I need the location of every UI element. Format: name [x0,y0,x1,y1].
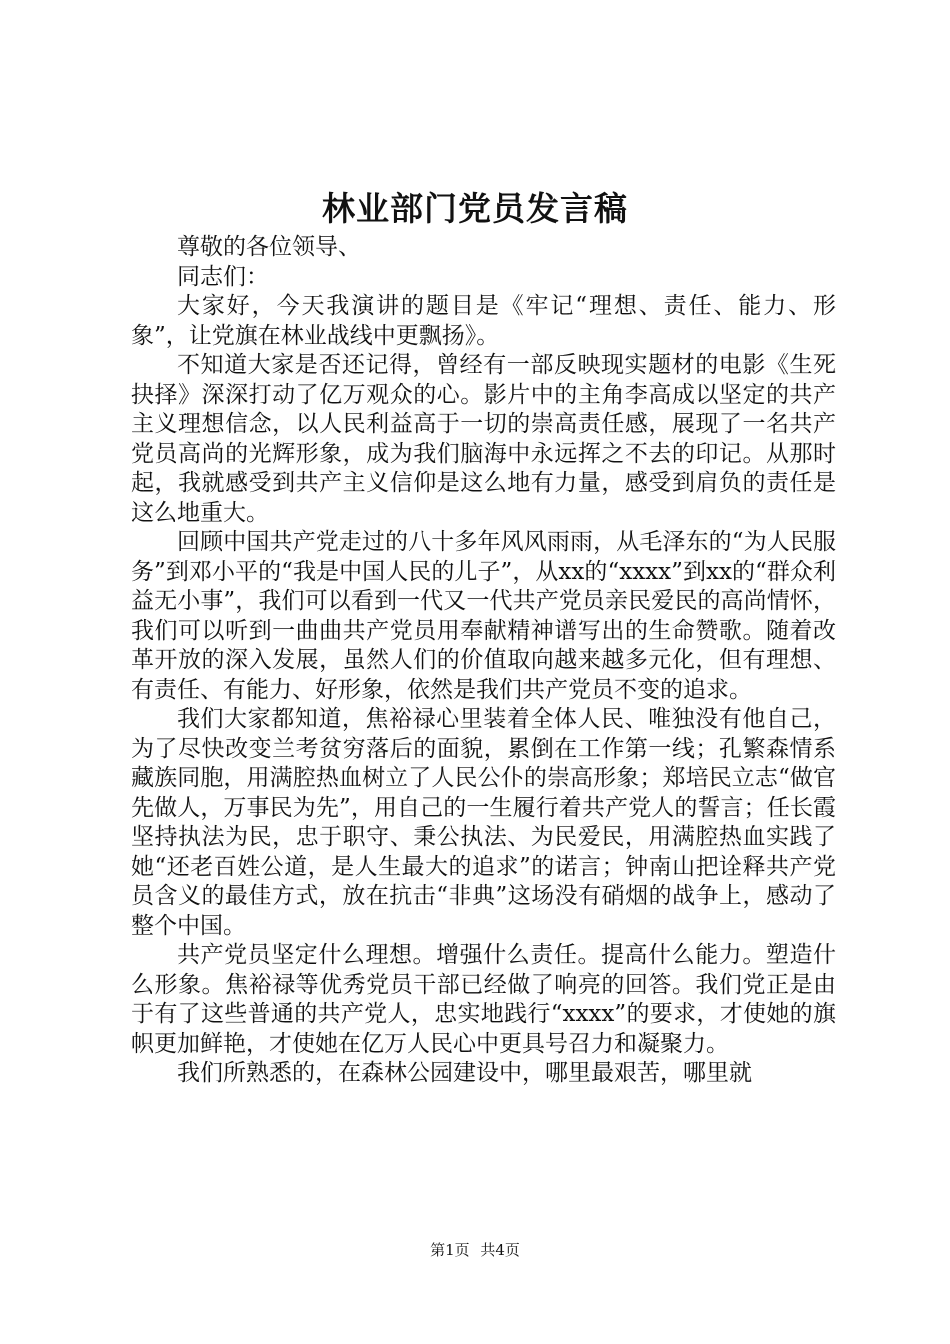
document-title: 林业部门党员发言稿 [322,189,628,228]
page-footer [0,1240,950,1260]
paragraph-intro: 大家好，今天我演讲的题目是《牢记“理想、责任、能力、形象”，让党旗在林业战线中更飘扬》。 [131,293,836,349]
document-body [131,233,836,1089]
page-total: 共4页 [480,1241,520,1259]
paragraph-salutation-2: 同志们： [177,263,269,290]
paragraph-ideals: 共产党员坚定什么理想。增强什么责任。提高什么能力。塑造什么形象。焦裕禄等优秀党员干部已经做了响亮的回答。我们党正是由于有了这些普通的共产党人，忠实地践行“xxxx”的要求，才使她的旗帜更加鲜艳，才使她在亿万人民心中更具号召力和凝聚力。 [131,942,836,1057]
page-number: 第1页 [430,1241,470,1259]
paragraph-history: 回顾中国共产党走过的八十多年风风雨雨，从毛泽东的“为人民服务”到邓小平的“我是中国人民的儿子”，从xx的“xxxx”到xx的“群众利益无小事”，我们可以看到一代又一代共产党员亲民爱民的高尚情怀，我们可以听到一曲曲共产党员用奉献精神谱写出的生命赞歌。随着改革开放的深入发展，虽然人们的价值取向越来越多元化，但有理想、有责任、有能力、好形象，依然是我们共产党员不变的追求。 [131,529,836,703]
paragraph-role-models: 我们大家都知道，焦裕禄心里装着全体人民、唯独没有他自己，为了尽快改变兰考贫穷落后的面貌，累倒在工作第一线；孔繁森情系藏族同胞，用满腔热血树立了人民公仆的崇高形象；郑培民立志“做官先做人，万事民为先”，用自己的一生履行着共产党人的誓言；任长霞坚持执法为民，忠于职守、秉公执法、为民爱民，用满腔热血实践了她“还老百姓公道，是人生最大的追求”的诺言；钟南山把诠释共产党员含义的最佳方式，放在抗击“非典”这场没有硝烟的战争上，感动了整个中国。 [131,706,836,939]
paragraph-salutation-1: 尊敬的各位领导、 [177,234,361,260]
paragraph-forest-park: 我们所熟悉的，在森林公园建设中，哪里最艰苦，哪里就 [177,1060,752,1086]
paragraph-movie: 不知道大家是否还记得，曾经有一部反映现实题材的电影《生死抉择》深深打动了亿万观众的心。影片中的主角李高成以坚定的共产主义理想信念，以人民利益高于一切的崇高责任感，展现了一名共产党员高尚的光辉形象，成为我们脑海中永远挥之不去的印记。从那时起，我就感受到共产主义信仰是这么地有力量，感受到肩负的责任是这么地重大。 [131,352,836,526]
